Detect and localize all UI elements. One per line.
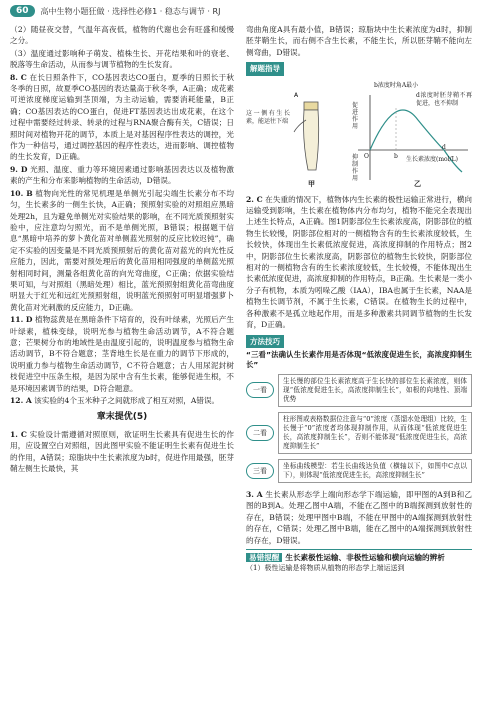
tip-tag: 方法技巧 [246,335,284,348]
answer-12: 12. A 该实验的4个玉米种子之间就形成了相互对照，A错误。 [10,396,220,405]
look-row [246,412,472,454]
label-x-axis: 生长素浓度(mol/L) [406,155,458,163]
answer-2: 2. C 在失重的情况下，植物体内生长素的极性运输正常进行，横向运输受到影响，生长素在植物体内分布均匀，植物不能完全表现出上述生长特点，A正确。图1阴影部位生长素浓度高，阴影部位的植物生长较慢，阴影部位相对的一侧植物含有的生长素浓度较低，生长较快，体现出生长素低浓度促进，高浓度抑制的作用特点；图2中，阴影部位生长素浓度高，阴影部位的植物生长较快，阴影部位相对的一侧植物含有的生长素浓度较低，生长较慢，不能体现出生长素低浓度促进，高浓度抑制的作用特点，B正确。生长素是一类小分子有机物，本质为吲哚乙酸（IAA），IBA也属于生长素，NAA是植物生长调节剂，不属于生长素，C错误。在植物生长的过程中，各种激素不是孤立地起作用，而是多种激素共同调节植物的生长发育，D正确。 [246,194,472,330]
answer-10: 10. B 植物向光性的常见机理是单侧光引起尖端生长素分布不均匀，生长素多的一侧生长快，A正确；预照射实验的对照组应黑暗处理2h，且为避免单侧光对实验结果的影响，在不同光质预照射实验中，应注意均匀照光，而不是单侧光照，B错误；根据题干信息“黑暗中培养的萝卜黄化苗对单侧蓝光照射的反应比较迟钝”，确定不实验的因变量是不同光质预照射后的黄化苗对蓝光的向光性反应能力，因此，需要对预处理后的黄化苗用相同强度的单侧蓝光照射相同时间，测量各组黄化苗的向光弯曲度，C正确；依据实验结果可知，与对照组（黑暗处理）相比，蓝光预照射组黄化苗弯曲度明显大于红光和远红光预照射组，说明蓝光预照射可明显增强萝卜黄化苗对光刺激的反应能力，D正确。 [10,188,234,312]
paragraph: 弯曲角度A具有最小值，B错误；琼脂块中生长素浓度为d时，抑制胚芽鞘生长，而右侧不含生长素，不能生长，所以胚芽鞘不能向左侧弯曲，D错误。 [246,25,472,57]
look-label: 一看 [246,382,274,398]
error-title: 生长素极性运输、非极性运输和横向运输的辨析 [285,552,445,562]
tip-title: “三看”法确认生长素作用是否体现“低浓度促进生长，高浓度抑制生长” [246,349,472,369]
paragraph: （2）随昼夜交替，气温年高夜低，植物的代谢也会有旺盛和缓慢之分。 [10,25,234,46]
page-header [0,0,480,22]
section-title: 章末提优(5) [96,412,148,423]
paragraph: （3）温度通过影响种子萌发、植株生长、开花结果和叶的衰老、脱落等生命活动，从而参与调节植物的生长发育。 [10,48,234,70]
error-tag: 易错提醒 [246,553,282,562]
left-column [10,24,234,475]
look-text: 柱形图或表格数据位注意与“0”浓度（蒸馏水处理组）比较，生长慢于“0”浓度者均体现抑制作用，从而体现“低浓度促进生长，高浓度抑制生长”，否则不能体现“低浓度促进生长，高浓度抑制生长” [278,412,472,454]
page-number: 60 [10,5,35,17]
look-row [246,459,472,483]
label-left: 这一侧有生长素，能运往下端 [246,109,290,125]
look-label: 二看 [246,425,274,441]
book-title: 高中生物小题狂做 · 选择性必修1 · 稳态与调节 · RJ [40,6,221,16]
answer-1: 1. C 实验设计需遵循对照原则，欲证明生长素具有促进生长的作用，应设置空白对照组，因此图甲实验不能证明生长素有促进生长的作用，A错误；琼脂块中生长素浓度为b时，促进作用最强，胚芽鞘左侧生长最快，其 [10,429,235,474]
look-text: 生长慢的部位生长素浓度高于生长快的部位生长素浓度，则体现“低浓度促进生长，高浓度抑制生长”，如根的向地性、顶端优势 [278,374,472,407]
answer-9: 9. D 光照、温度、重力等环境因素通过影响基因表达以及植物激素的产生和分布来影响植物的生命活动，D错误。 [10,164,234,186]
label-yi: 乙 [414,178,421,188]
tick-b: b [394,152,398,160]
look-label: 三看 [246,463,274,479]
label-curve: b浓度时角A最小 [374,81,419,89]
answer-3: 3. A 生长素从形态学上端向形态学下端运输，即甲图的A到B和乙图的B到A。处理乙图中A端，不能在乙图中的B端探测到放射性的存在，B错误；处理甲图中B端，不能在甲图中的A端探测到放射性的存在，C错误；处理乙图中B端，能在乙图中的A端探测到放射性的存在，D错误。 [246,489,472,545]
tick-o: O [364,152,369,160]
look-row [246,374,472,407]
label-d: d浓度时胚芽鞘不再促进，也不抑制 [416,91,472,107]
label-promote: 促进作用 [352,101,359,130]
tick-d: d [442,143,446,151]
right-column [246,24,472,576]
answer-8: 8. C 在长日照条件下，CO基因表达CO蛋白，夏季的日照长于秋冬季的日照，故夏季CO基因的表达量高于秋冬季，A正确；成花素可逆浓度梯度运输到茎顶端，为主动运输，需要消耗能量，B正确；CO基因表达的CO蛋白，促进FT基因表达出成花素，在这个过程中需要经过转录、转录的过程与RNA聚合酶有关，C错误；日照时间对植物开花的调节，本质上是对基因程序性表达的调控，光作为一种信号，通过调控基因的程序性表达，进而影响、调控植物的生长发育，D正确。 [10,72,234,162]
label-inhibit: 抑制作用 [352,153,359,182]
error-tip [246,549,472,563]
answer-11: 11. D 植物蕊黄是在黑暗条件下培育的，没有叶绿素，光照后产生叶绿素，植株变绿，说明光参与植物生命活动调节，A不符合题意；芒果树分布的地域性是由温度引起的，说明温度参与植物生命活动调节，B不符合题意；茎背地生长是在重力的调节下形成的，说明重力参与植物生命活动调节，C不符合题意；古人用尿泥封树枝促进空中压条生根，是因为尿中含有生长素，能够促进生根，不是环境因素调节的结果，D符合题意。 [10,315,234,393]
three-look-diagram [246,374,472,483]
svg-text:A: A [294,91,299,99]
guide-tag: 解题指导 [246,62,284,75]
look-text: 坐标曲线模型：若生长曲线达负值（横轴以下，如图中C点以下），则体现“低浓度促进生长，高浓度抑制生长” [278,459,472,483]
figure-jia-yi [246,80,472,190]
label-jia: 甲 [308,178,315,188]
paragraph: （1）极性运输是将物质从植物的形态学上端运送到 [246,564,405,573]
